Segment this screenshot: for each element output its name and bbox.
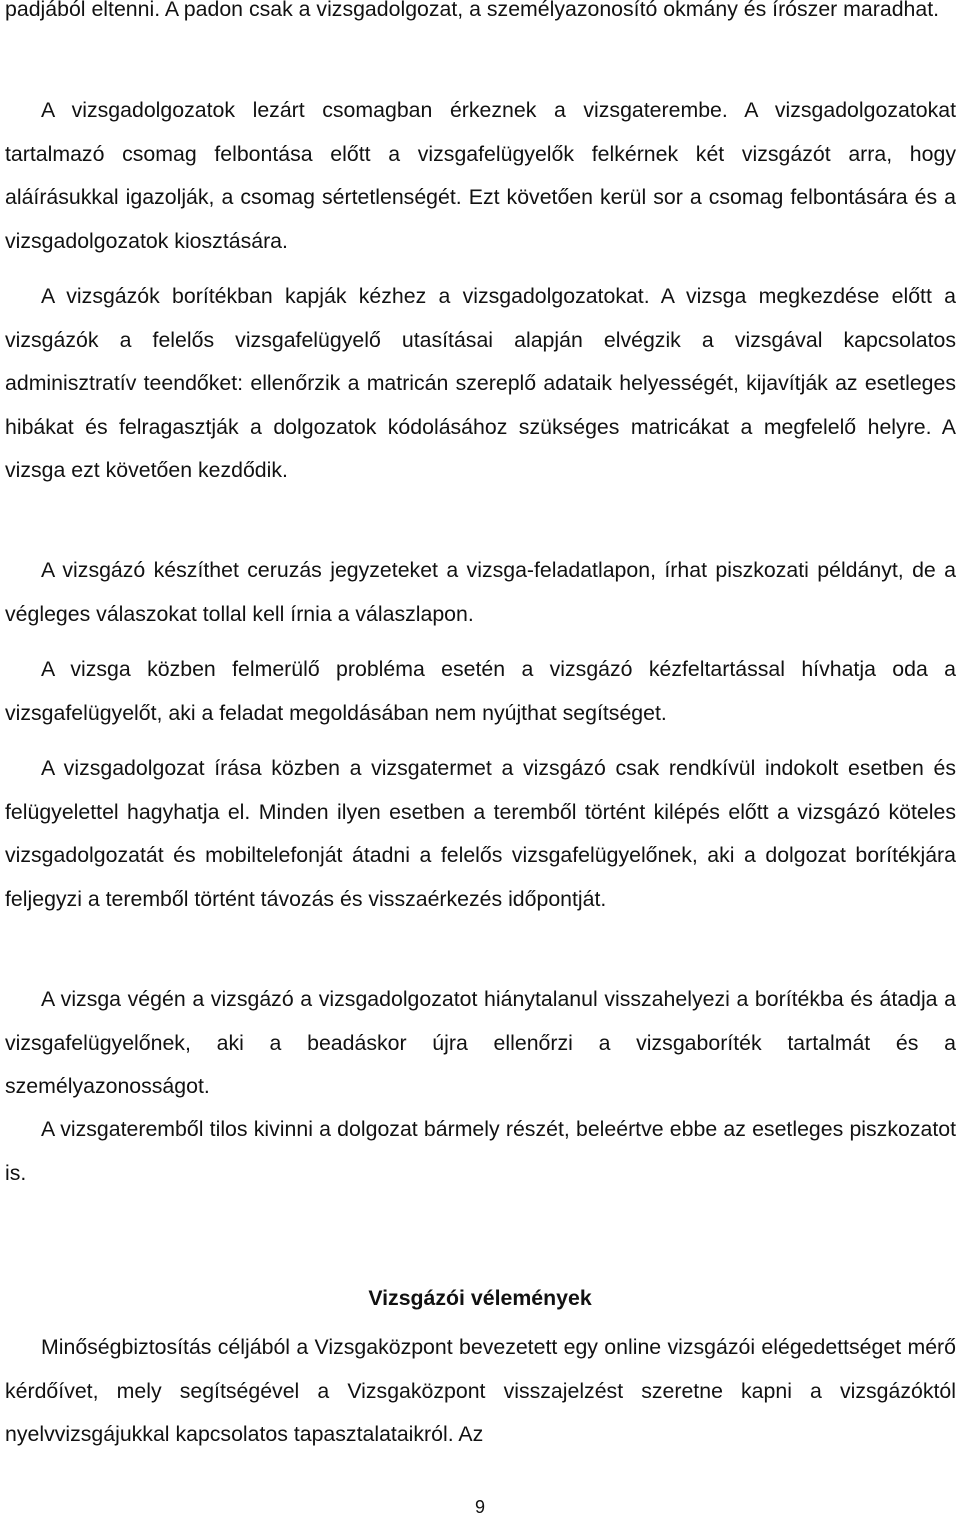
paragraph-exam-end: A vizsga végén a vizsgázó a vizsgadolgozatot hiánytalanul visszahelyezi a borítékba és átadja a vizsgafelügyelőnek, aki a beadáskor újra ellenőrzi a vizsgaboríték tartalmát és a személyazonosságot. xyxy=(5,987,956,1099)
section-heading: Vizsgázói vélemények xyxy=(368,1286,592,1310)
paragraph-envelope-arrival: A vizsgadolgozatok lezárt csomagban érkeznek a vizsgaterembe. A vizsgadolgozatokat tartalmazó csomag felbontása előtt a vizsgafelügyelők felkérnek két vizsgázót arra, hogy aláírásukkal igazolják, a csomag sértetlenségét. Ezt követően kerül sor a csomag felbontására és a vizsgadolgozatok kiosztására. xyxy=(5,98,956,253)
page-number: 9 xyxy=(474,1497,485,1517)
paragraph-notes: A vizsgázó készíthet ceruzás jegyzeteket a vizsga-feladatlapon, írhat piszkozati példányt, de a végleges válaszokat tollal kell írnia a válaszlapon. xyxy=(5,558,956,626)
paragraph-prohibition: A vizsgateremből tilos kivinni a dolgozat bármely részét, beleértve ebbe az esetleges piszkozatot is. xyxy=(5,1117,956,1185)
paragraph-leaving-room: A vizsgadolgozat írása közben a vizsgatermet a vizsgázó csak rendkívül indokolt esetben és felügyelettel hagyhatja el. Minden ilyen esetben a teremből történt kilépés előtt a vizsgázó köteles vizsgadolgozatát és mobiltelefonját átadni a felelős vizsgafelügyelőnek, aki a dolgozat borítékjára feljegyzi a teremből történt távozás és visszaérkezés időpontját. xyxy=(5,756,956,911)
paragraph-continued: padjából eltenni. A padon csak a vizsgadolgozat, a személyazonosító okmány és írószer maradhat. xyxy=(5,0,940,21)
paragraph-problem: A vizsga közben felmerülő probléma esetén a vizsgázó kézfeltartással hívhatja oda a vizsgafelügyelőt, aki a feladat megoldásában nem nyújthat segítséget. xyxy=(5,657,956,725)
paragraph-feedback: Minőségbiztosítás céljából a Vizsgaközpont bevezetett egy online vizsgázói elégedettséget mérő kérdőívet, mely segítségével a Vizsgaközpont visszajelzést szeretne kapni a vizsgázóktól nyelvvizsgájukkal kapcsolatos tapasztalataikról. Az xyxy=(5,1335,956,1447)
paragraph-admin-tasks: A vizsgázók borítékban kapják kézhez a vizsgadolgozatokat. A vizsga megkezdése előtt a vizsgázók a felelős vizsgafelügyelő utasításai alapján elvégzik a vizsgával kapcsolatos adminisztratív teendőket: ellenőrzik a matricán szereplő adataik helyességét, kijavítják az esetleges hibákat és felragasztják a dolgozatok kódolásához szükséges matricákat a megfelelő helyre. A vizsga ezt követően kezdődik. xyxy=(5,284,956,483)
